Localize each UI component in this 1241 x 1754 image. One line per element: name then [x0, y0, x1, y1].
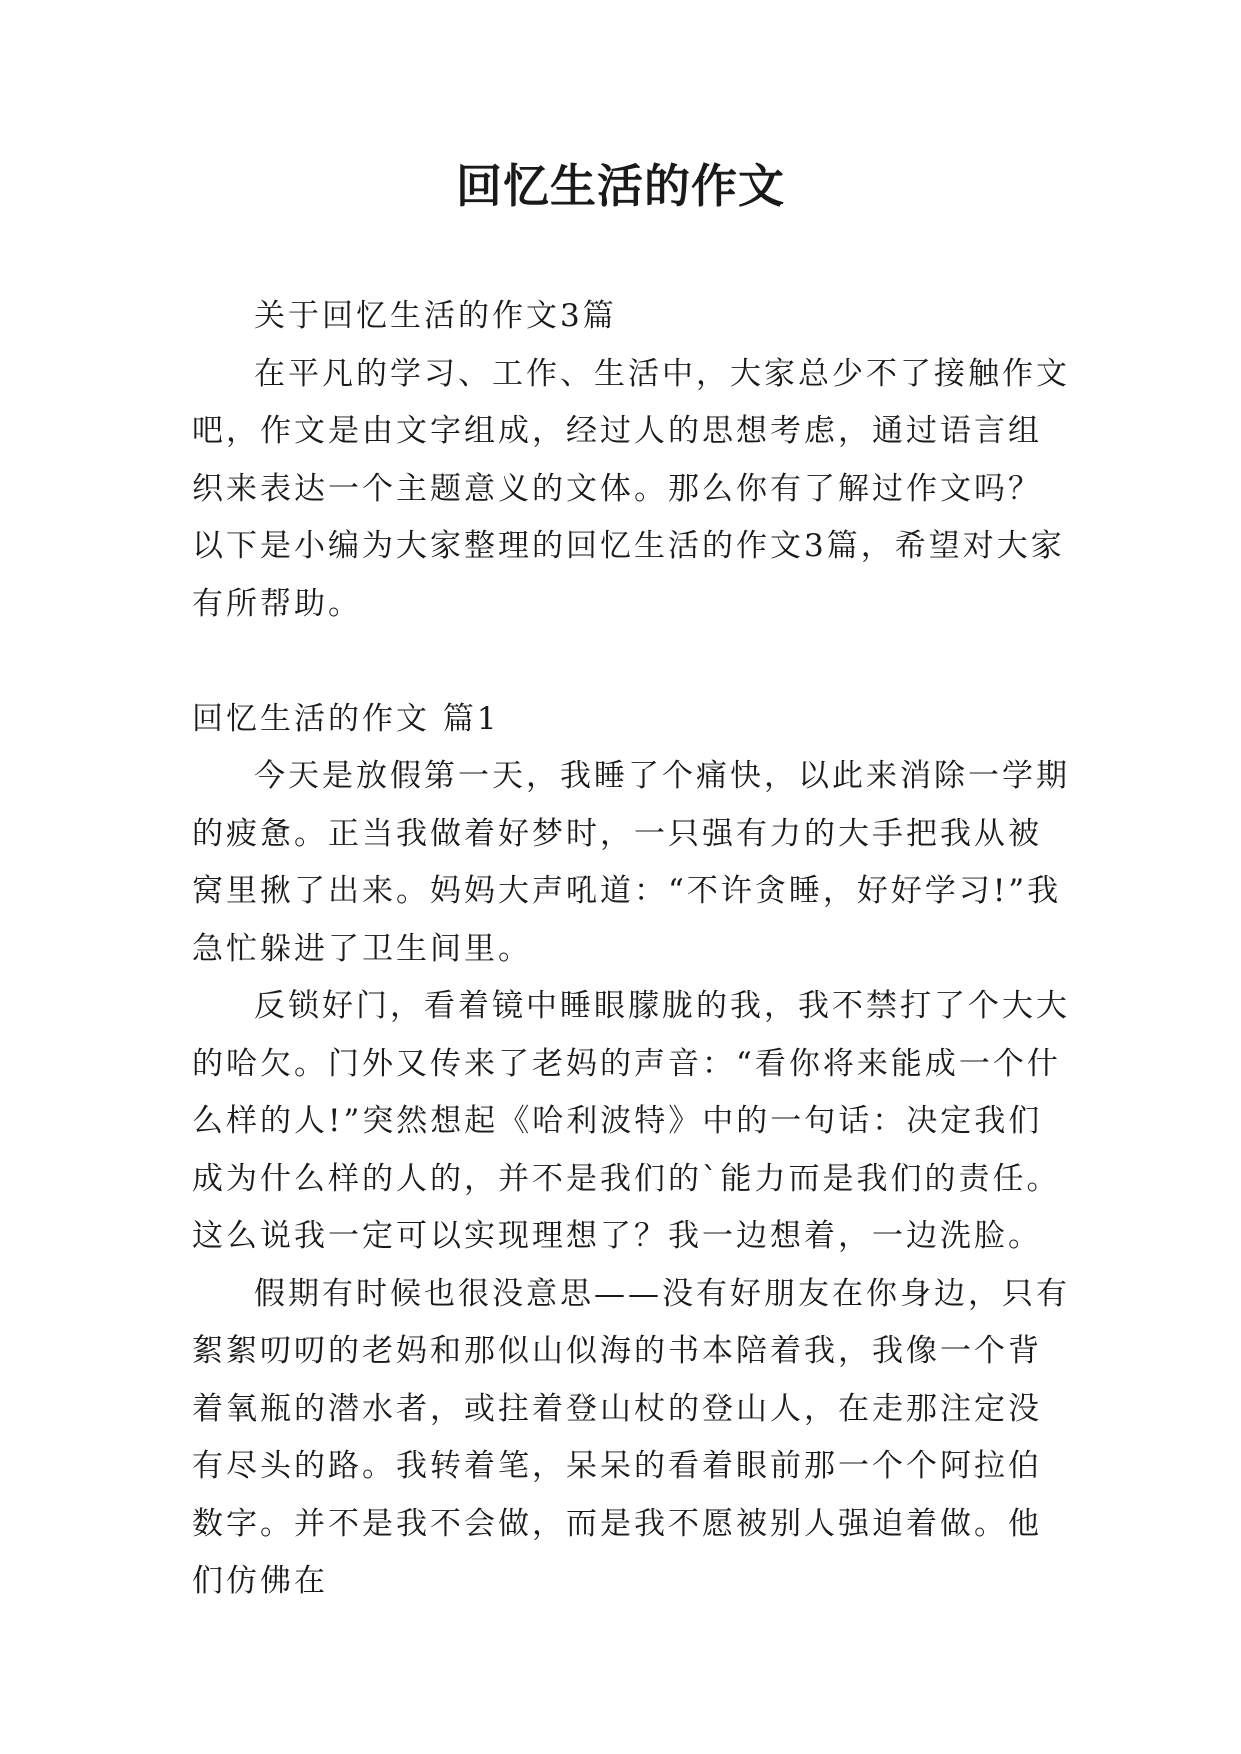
- document-body: [192, 288, 1072, 1611]
- body-paragraph: 假期有时候也很没意思——没有好朋友在你身边，只有絮絮叨叨的老妈和那似山似海的书本陪着我，我像一个背着氧瓶的潜水者，或拄着登山杖的登山人，在走那注定没有尽头的路。我转着笔，呆呆的看着眼前那一个个阿拉伯数字。并不是我不会做，而是我不愿被别人强迫着做。他们仿佛在: [192, 1275, 1070, 1599]
- document-title: 回忆生活的作文: [456, 159, 785, 213]
- intro-heading: 关于回忆生活的作文3篇: [254, 298, 617, 334]
- body-paragraph: 今天是放假第一天，我睡了个痛快，以此来消除一学期的疲惫。正当我做着好梦时，一只强有力的大手把我从被窝里揪了出来。妈妈大声吼道：“不许贪睡，好好学习!”我急忙躲进了卫生间里。: [192, 758, 1070, 967]
- body-paragraph: 反锁好门，看着镜中睡眼朦胧的我，我不禁打了个大大的哈欠。门外又传来了老妈的声音：“看你将来能成一个什么样的人!”突然想起《哈利波特》中的一句话：决定我们成为什么样的人的，并不是我们的`能力而是我们的责任。这么说我一定可以实现理想了？我一边想着，一边洗脸。: [192, 988, 1070, 1254]
- intro-paragraph: 在平凡的学习、工作、生活中，大家总少不了接触作文吧，作文是由文字组成，经过人的思想考虑，通过语言组织来表达一个主题意义的文体。那么你有了解过作文吗？以下是小编为大家整理的回忆生活的作文3篇，希望对大家有所帮助。: [192, 355, 1070, 622]
- section-heading: 回忆生活的作文 篇1: [192, 700, 500, 737]
